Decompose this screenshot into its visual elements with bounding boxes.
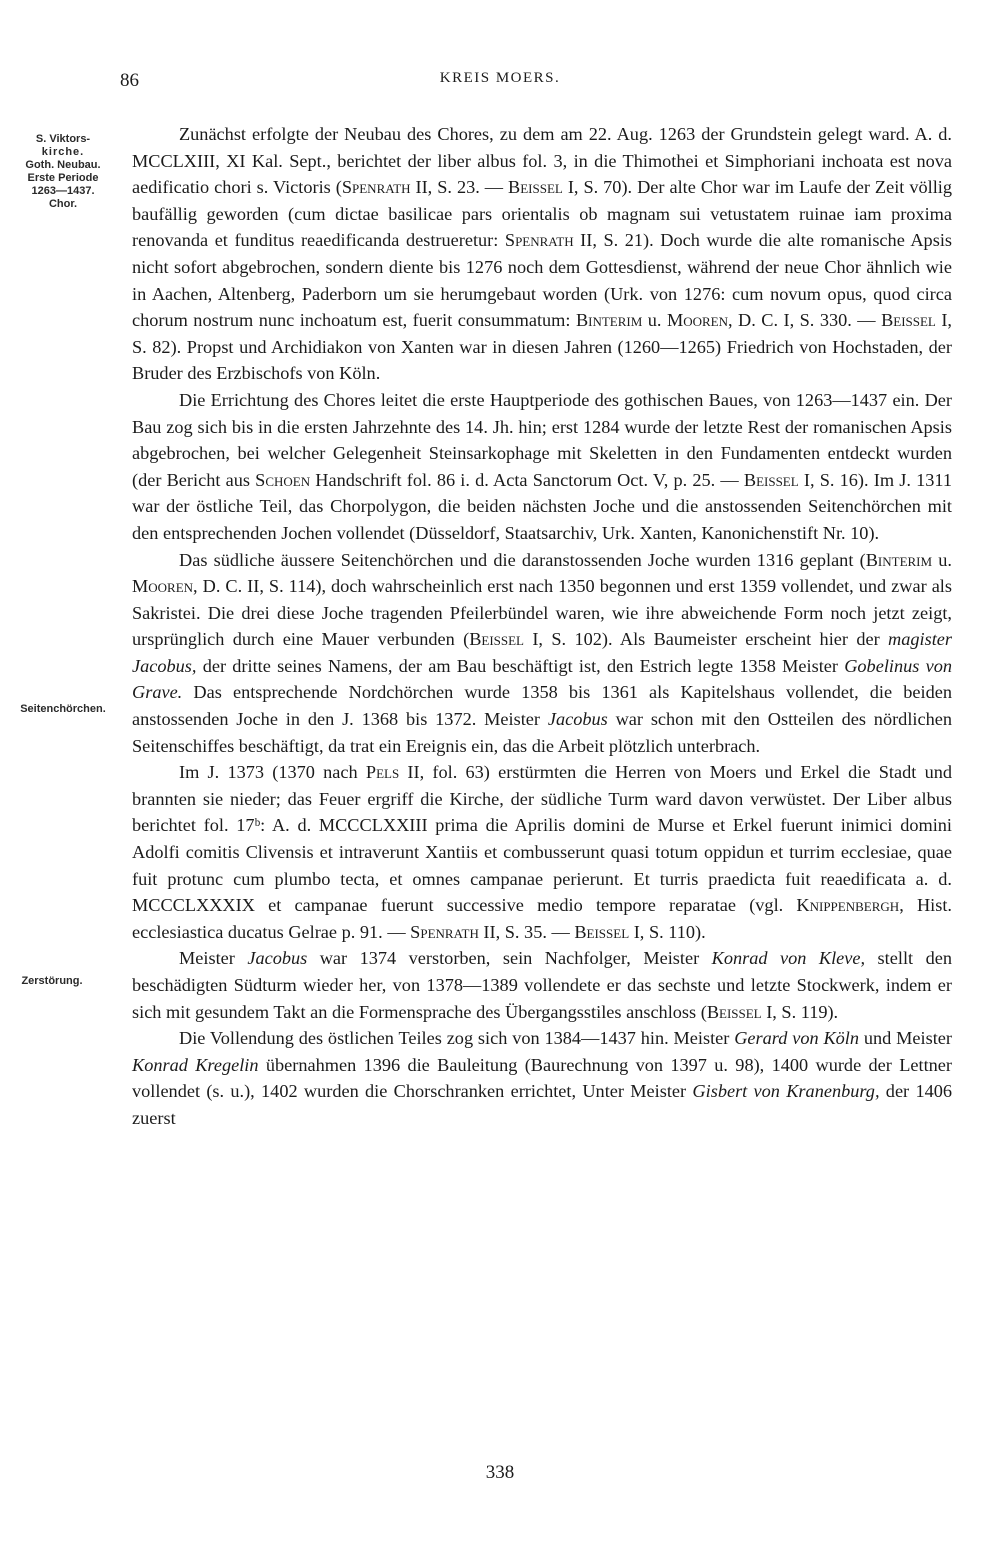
author-citation: Spenrath — [410, 921, 479, 942]
text-run: , D. C. II, S. 114), doch wahrscheinlich erst nach 1350 begonnen und erst 1359 vollendet, und zwar als Sakristei. Die drei diese Joche tragenden Pfeilerbündel waren, wie ihre abweichende Form noch jetzt zeigt, ursprünglich durch eine Mauer verbunden ( — [132, 576, 952, 650]
text-run: I, S. 70). Der alte Chor war im Laufe der Zeit völlig baufällig geworden (cum dictae basilicae pars orientalis ob magnam sui vetustatem ruinae iam proxima renovanda et funditus reaedificanda destrueretur: — [132, 177, 952, 251]
author-citation: Knippenbergh — [796, 895, 900, 916]
text-run: I, S. 82). Propst und Archidiakon von Xanten war in diesen Jahren (1260—1265) Friedrich von Hochstaden, der Bruder des Erzbischofs von Köln. — [132, 310, 953, 384]
text-run: II, S. 35. — — [478, 921, 575, 942]
text-run: II, S. 21). Doch wurde die alte romanische Apsis nicht sofort abgebrochen, sondern diente bis 1276 noch dem Gottesdienst, während der neue Chor ähnlich wie in Aachen, Altenberg, Paderborn um sie herumgebaut worden (Urk. von 1276: cum novum opus, quod circa chorum nostrum nunc inchoatum est, fuerit consummatum: — [132, 230, 953, 331]
text-run: Handschrift fol. 86 i. d. Acta Sanctorum Oct. V, p. 25. — — [310, 469, 744, 490]
author-citation: Binterim — [865, 549, 933, 570]
running-title: KREIS MOERS. — [439, 70, 561, 86]
italic-name: Konrad Kregelin — [132, 1054, 259, 1075]
margin-note-line: Erste Periode — [27, 172, 99, 184]
author-citation: Spenrath — [504, 230, 574, 251]
text-run: war 1374 verstorben, sein Nachfolger, Meister — [307, 948, 712, 969]
italic-name: Gisbert von Kranenburg, — [692, 1081, 880, 1102]
text-run: I, S. 102). Als Baumeister erscheint hier der — [524, 629, 889, 650]
margin-note-line: kirche. — [41, 146, 85, 158]
page-header — [0, 70, 1000, 100]
text-run: Zunächst erfolgte der Neubau des Chores, zu dem am 22. Aug. 1263 der Grundstein gelegt ward. A. d. MCCLXIII, XI Kal. Sept., berichtet der liber albus fol. 3, in die Thimothei et Simphoriani inchoata est nova aedificatio chori s. Victoris ( — [132, 124, 952, 198]
text-run: der 1406 zuerst — [132, 1081, 953, 1128]
text-run: stellt den beschädigten Südturm wieder her, von 1378—1389 vollendete er das sechste und letzte Stockwerk, indem er sich mit gesundem Takt an die Formensprache des Übergangsstiles anschloss ( — [132, 948, 952, 1022]
paragraph — [132, 121, 952, 387]
author-citation: Beissel — [469, 629, 524, 650]
italic-name: Jacobus — [547, 709, 608, 730]
author-citation: Spenrath — [341, 177, 411, 198]
text-run: Die Vollendung des östlichen Teiles zog sich von 1384—1437 hin. Meister — [179, 1028, 735, 1049]
margin-note-line: Goth. Neubau. — [25, 159, 101, 171]
author-citation: Pels — [365, 762, 400, 783]
author-citation: Beissel — [508, 177, 563, 198]
author-citation: Mooren — [666, 310, 728, 331]
author-citation: Beissel — [743, 469, 799, 490]
body-text — [132, 121, 952, 1132]
author-citation: Binterim — [575, 310, 643, 331]
paragraph — [132, 759, 952, 945]
page-number: 86 — [120, 70, 139, 91]
italic-name: Konrad von Kleve, — [711, 948, 866, 969]
author-citation: Beissel — [706, 1001, 762, 1022]
paragraph — [132, 387, 952, 547]
margin-note-line: Chor. — [48, 198, 78, 210]
text-run: Das entsprechende Nordchörchen wurde 1358 bis 1361 als Kapitelshaus vollendet, die beiden anstossenden Joche in den J. 1368 bis 1372. Meister — [132, 682, 952, 730]
text-run: Meister — [179, 948, 248, 969]
text-run: übernahmen 1396 die Bauleitung (Baurechnung von 1397 u. 98), 1400 wurde der Lettner vollendet (s. u.), 1402 wurden die Chorschranken errichtet, Unter Meister — [132, 1054, 952, 1102]
paragraph — [132, 1025, 952, 1131]
sheet-number: 338 — [485, 1462, 515, 1483]
author-citation: Beissel — [574, 921, 630, 942]
text-run: II, fol. 63) erstürmten die Herren von Moers und Erkel die Stadt und brannten sie nieder; das Feuer ergriff die Kirche, der südliche Turm ward davon verwüstet. Der Liber albus berichtet fol. 17ᵇ: A. d. MCCCLXXIII prima die Aprilis domini de Murse et Erkel fuerunt inimici domini Adolfi comitis Clivensis et intraverunt Xantiis et combusserunt quasi totum oppidun et turrim ecclesiae, quae fuit protunc cum plumbo tecta, et omnes campanae perierunt. Et turris praedicta fuit reaedificata a. d. MCCCLXXXIX et campanae fuerunt successive medio tempore reparatae (vgl. — [132, 762, 952, 916]
text-run: der dritte seines Namens, der am Bau beschäftigt ist, den Estrich legte 1358 Meister — [196, 655, 845, 676]
text-run: Das südliche äussere Seitenchörchen und die daranstossenden Joche wurden 1316 geplant ( — [179, 549, 866, 570]
text-run: , D. C. I, S. 330. — — [728, 310, 882, 331]
paragraph — [132, 945, 952, 1025]
margin-note-side-chapels: Seitenchörchen. — [20, 703, 106, 715]
margin-note-choir — [4, 133, 122, 211]
text-run: , Hist. ecclesiastica ducatus Gelrae p. 91. — — [132, 895, 952, 942]
text-run: war schon mit den Ostteilen des nördlichen Seitenschiffes beschäftigt, da trat ein Ereignis ein, das die Arbeit plötzlich unterbrach. — [132, 709, 952, 756]
margin-note-destruction: Zerstörung. — [21, 975, 83, 987]
text-run: II, S. 23. — — [410, 177, 509, 198]
italic-name: Gobelinus von Grave. — [132, 655, 952, 703]
text-run: Im J. 1373 (1370 nach — [179, 762, 366, 783]
author-citation: Mooren — [132, 576, 194, 597]
margin-note-line: S. Viktors- — [35, 133, 91, 145]
italic-name: Gerard von Köln — [734, 1028, 860, 1049]
text-run: I, S. 110). — [629, 921, 706, 942]
text-run: I, S. 16). Im J. 1311 war der östliche Teil, das Chorpolygon, die beiden nächsten Joche und die anstossenden Seitenchörchen mit den entsprechenden Jochen vollendet (Düsseldorf, Staatsarchiv, Urk. Xanten, Kanonichenstift Nr. 10). — [132, 469, 952, 543]
text-run: u. — [642, 310, 667, 331]
text-run: Die Errichtung des Chores leitet die erste Hauptperiode des gothischen Baues, von 1263—1437 ein. Der Bau zog sich bis in die ersten Jahrzehnte des 14. Jh. hin; erst 1284 wurde der letzte Rest der romanischen Apsis abgebrochen, bei welcher Gelegenheit Steinsarkophage mit Skeletten in den Fundamenten entdeckt wurden (der Bericht aus — [132, 389, 952, 490]
author-citation: Schoen — [255, 469, 311, 490]
italic-name: Jacobus — [247, 948, 308, 969]
paragraph — [132, 547, 952, 760]
text-run: I, S. 119). — [761, 1001, 839, 1022]
margin-note-line: 1263—1437. — [31, 185, 95, 197]
text-run: und Meister — [859, 1028, 952, 1049]
author-citation: Beissel — [881, 310, 936, 331]
text-run: u. — [932, 549, 953, 570]
italic-name: magister Jacobus, — [132, 629, 952, 676]
